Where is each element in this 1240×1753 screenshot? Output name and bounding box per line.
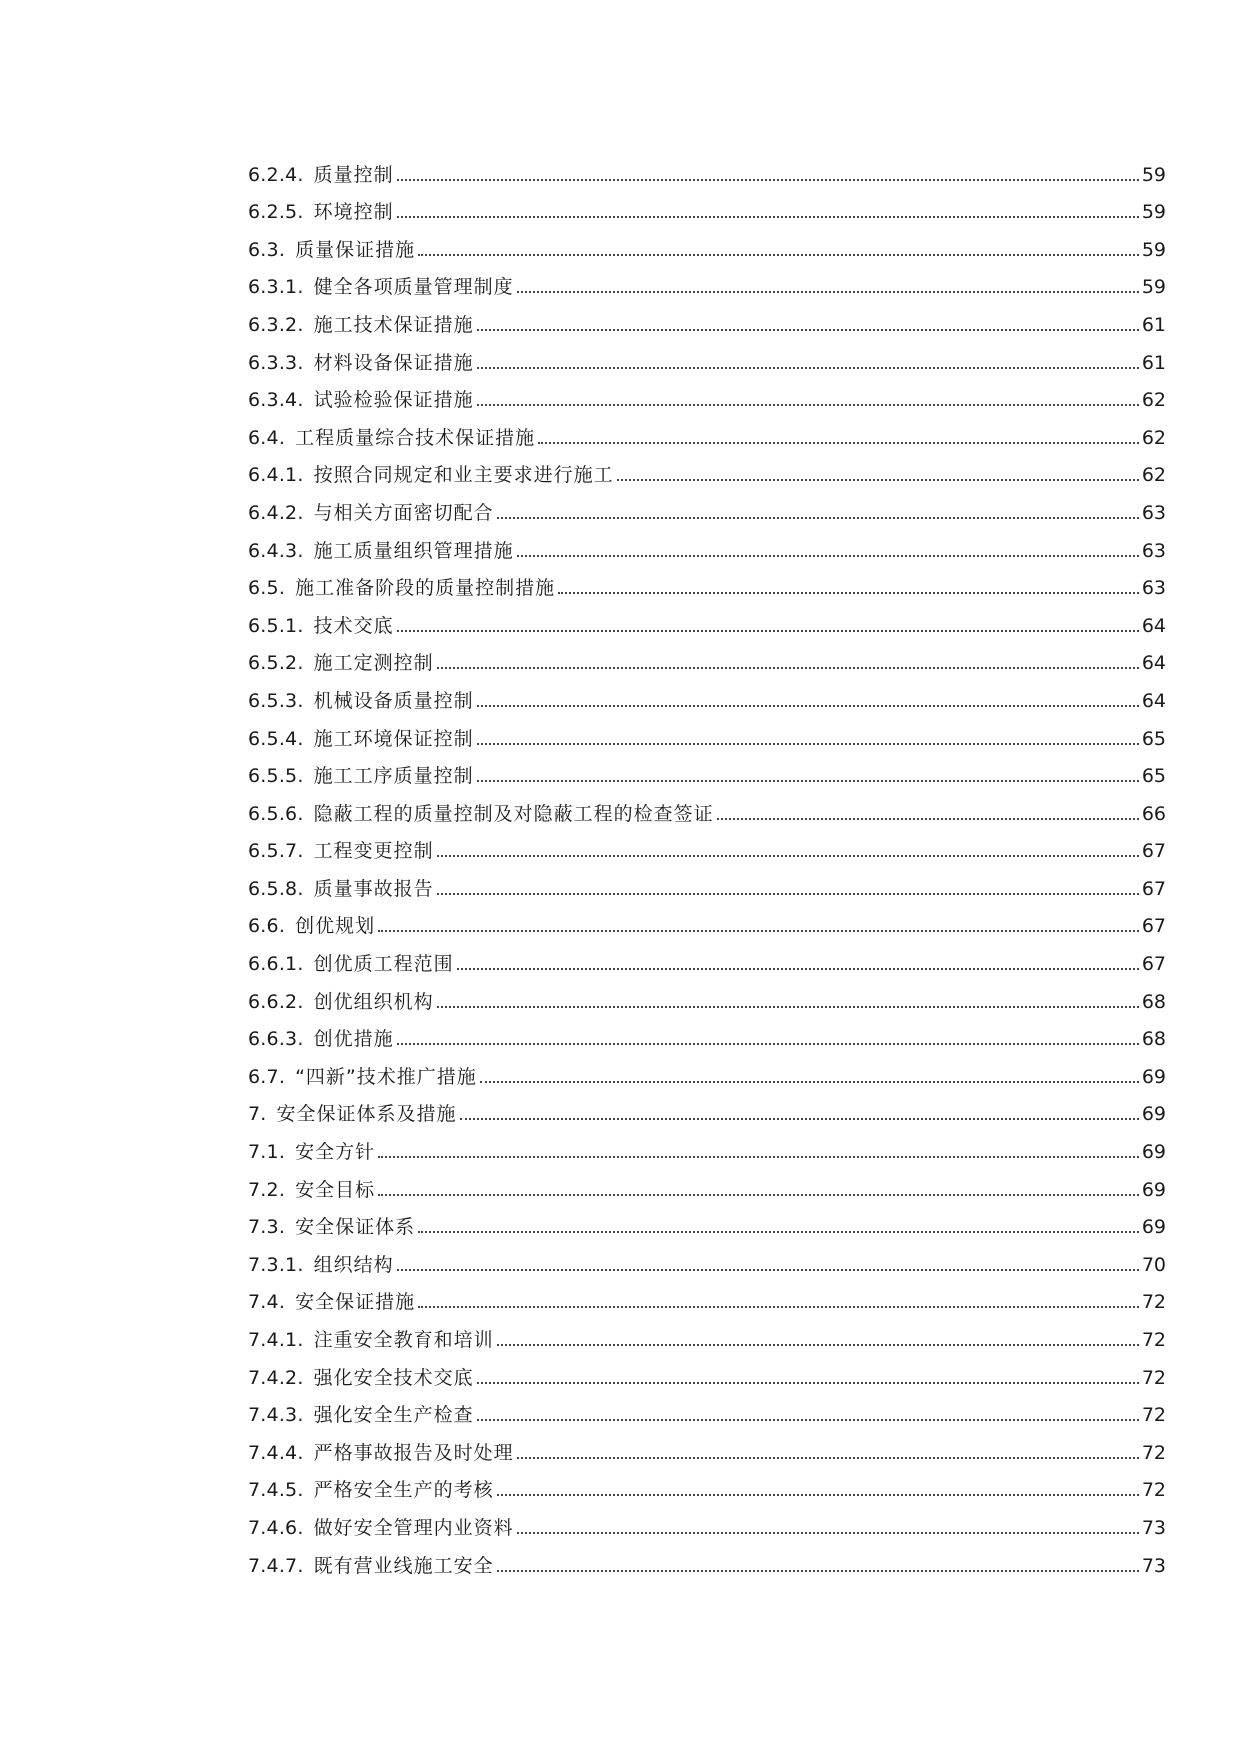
toc-entry-title: 施工技术保证措施 <box>313 313 474 336</box>
dot-leader <box>497 1570 1139 1572</box>
toc-entry-title: 质量控制 <box>313 163 394 186</box>
toc-entry-page-number: 69 <box>1141 1103 1166 1126</box>
toc-entry-page-number: 67 <box>1141 840 1166 863</box>
toc-entry-number: 6.7. <box>248 1065 286 1088</box>
toc-entry-number: 6.5.8. <box>248 877 304 900</box>
toc-entry-number: 7.4.1. <box>248 1329 304 1351</box>
toc-entry-title: 与相关方面密切配合 <box>313 501 494 524</box>
toc-entry-title: 组织结构 <box>313 1253 394 1276</box>
toc-entry-title: 质量事故报告 <box>313 877 434 900</box>
toc-entry-page-number: 66 <box>1141 802 1166 825</box>
toc-entry-number: 6.2.4. <box>248 163 304 186</box>
toc-entry-page-number: 63 <box>1141 501 1166 524</box>
toc-entry[interactable] <box>248 751 1166 789</box>
toc-entry-title: 安全方针 <box>295 1141 376 1164</box>
toc-entry-number: 7.4. <box>248 1291 286 1314</box>
toc-entry-page-number: 62 <box>1141 389 1166 412</box>
dot-leader <box>477 705 1139 707</box>
toc-entry-title: 技术交底 <box>313 614 394 637</box>
toc-entry-page-number: 72 <box>1141 1479 1166 1502</box>
toc-entry-title: 强化安全技术交底 <box>313 1366 474 1389</box>
toc-entry[interactable] <box>248 262 1166 300</box>
dot-leader <box>477 1419 1139 1421</box>
toc-entry[interactable] <box>248 863 1166 901</box>
dot-leader <box>497 1344 1139 1346</box>
toc-entry-number: 7.2. <box>248 1178 286 1201</box>
dot-leader <box>517 291 1139 293</box>
toc-entry-page-number: 64 <box>1141 652 1166 675</box>
toc-entry-title: 创优质工程范围 <box>313 953 454 976</box>
toc-entry-number: 6.3.2. <box>248 313 304 336</box>
toc-entry-page-number: 72 <box>1141 1329 1166 1351</box>
toc-entry[interactable] <box>248 1465 1166 1503</box>
dot-leader <box>517 1457 1139 1459</box>
toc-entry-page-number: 70 <box>1141 1253 1166 1276</box>
dot-leader <box>437 893 1139 895</box>
toc-entry[interactable] <box>248 1314 1166 1352</box>
toc-entry[interactable] <box>248 1502 1166 1540</box>
toc-entry[interactable] <box>248 1277 1166 1315</box>
toc-entry-number: 6.5.3. <box>248 689 304 712</box>
toc-entry-title: 施工工序质量控制 <box>313 765 474 788</box>
toc-entry-page-number: 62 <box>1141 426 1166 449</box>
toc-entry[interactable] <box>248 299 1166 337</box>
dot-leader <box>437 667 1139 669</box>
toc-entry-title: 创优规划 <box>295 915 376 938</box>
toc-entry[interactable] <box>248 1390 1166 1428</box>
toc-entry-page-number: 72 <box>1141 1366 1166 1389</box>
toc-entry-page-number: 59 <box>1141 163 1166 186</box>
toc-entry[interactable] <box>248 938 1166 976</box>
dot-leader <box>397 179 1139 181</box>
toc-entry-number: 6.5.5. <box>248 765 304 788</box>
dot-leader <box>397 216 1139 218</box>
toc-entry-number: 7.4.4. <box>248 1441 304 1464</box>
toc-entry[interactable] <box>248 1427 1166 1465</box>
toc-entry[interactable] <box>248 976 1166 1014</box>
toc-entry[interactable] <box>248 638 1166 676</box>
toc-entry-number: 6.5.1. <box>248 614 304 637</box>
toc-entry[interactable] <box>248 450 1166 488</box>
toc-entry-number: 6.5.7. <box>248 840 304 863</box>
table-of-contents <box>248 149 1166 1578</box>
toc-entry-number: 6.5. <box>248 577 286 600</box>
toc-entry-number: 7. <box>248 1103 267 1126</box>
dot-leader <box>497 517 1139 519</box>
toc-entry-page-number: 67 <box>1141 953 1166 976</box>
toc-entry-number: 6.6.1. <box>248 953 304 976</box>
dot-leader <box>397 1269 1139 1271</box>
toc-entry-page-number: 72 <box>1141 1441 1166 1464</box>
toc-entry[interactable] <box>248 1202 1166 1240</box>
dot-leader <box>437 1006 1139 1008</box>
toc-entry[interactable] <box>248 375 1166 413</box>
toc-entry-page-number: 61 <box>1141 351 1166 374</box>
toc-entry-number: 6.3.4. <box>248 389 304 412</box>
dot-leader <box>477 404 1139 406</box>
toc-entry-title: 环境控制 <box>313 201 394 224</box>
toc-entry-number: 6.2.5. <box>248 201 304 224</box>
dot-leader <box>378 1156 1139 1158</box>
dot-leader <box>418 1231 1139 1233</box>
toc-entry[interactable] <box>248 713 1166 751</box>
toc-entry-title: 安全保证体系 <box>295 1216 416 1239</box>
toc-entry[interactable] <box>248 224 1166 262</box>
toc-entry-page-number: 68 <box>1141 1028 1166 1051</box>
toc-entry-number: 7.4.2. <box>248 1366 304 1389</box>
toc-entry-page-number: 67 <box>1141 915 1166 938</box>
toc-entry-number: 6.4.3. <box>248 539 304 562</box>
dot-leader <box>477 1382 1139 1384</box>
toc-entry-title: 严格事故报告及时处理 <box>313 1441 514 1464</box>
toc-entry[interactable] <box>248 563 1166 601</box>
toc-entry-page-number: 73 <box>1141 1516 1166 1539</box>
toc-entry-title: 注重安全教育和培训 <box>313 1329 494 1351</box>
dot-leader <box>397 1043 1139 1045</box>
toc-entry-number: 7.4.7. <box>248 1554 304 1577</box>
dot-leader <box>418 1306 1139 1308</box>
dot-leader <box>558 592 1139 594</box>
dot-leader <box>477 367 1139 369</box>
toc-entry-page-number: 72 <box>1141 1291 1166 1314</box>
toc-entry-number: 7.4.3. <box>248 1404 304 1427</box>
toc-entry-number: 6.6.3. <box>248 1028 304 1051</box>
toc-entry-page-number: 69 <box>1141 1178 1166 1201</box>
toc-entry-title: 工程变更控制 <box>313 840 434 863</box>
toc-entry-title: 施工环境保证控制 <box>313 727 474 750</box>
dot-leader <box>378 930 1139 932</box>
dot-leader <box>538 442 1139 444</box>
toc-entry[interactable] <box>248 1089 1166 1127</box>
toc-entry-title: 创优措施 <box>313 1028 394 1051</box>
dot-leader <box>477 329 1139 331</box>
toc-entry-title: 做好安全管理内业资料 <box>313 1516 514 1539</box>
dot-leader <box>418 254 1139 256</box>
toc-entry-number: 6.4.1. <box>248 464 304 487</box>
toc-entry[interactable] <box>248 901 1166 939</box>
toc-entry[interactable] <box>248 826 1166 864</box>
toc-entry-page-number: 69 <box>1141 1065 1166 1088</box>
toc-entry-number: 7.3. <box>248 1216 286 1239</box>
toc-entry-page-number: 65 <box>1141 727 1166 750</box>
dot-leader <box>457 968 1139 970</box>
toc-entry-title: 材料设备保证措施 <box>313 351 474 374</box>
toc-entry-title: 严格安全生产的考核 <box>313 1479 494 1502</box>
toc-entry-title: 施工质量组织管理措施 <box>313 539 514 562</box>
toc-entry-title: 机械设备质量控制 <box>313 689 474 712</box>
toc-entry-title: 施工定测控制 <box>313 652 434 675</box>
toc-entry[interactable] <box>248 1126 1166 1164</box>
toc-entry-number: 6.3. <box>248 238 286 261</box>
dot-leader <box>517 555 1139 557</box>
toc-entry[interactable] <box>248 412 1166 450</box>
toc-entry[interactable] <box>248 187 1166 225</box>
toc-entry-title: 创优组织机构 <box>313 990 434 1013</box>
dot-leader <box>480 1081 1139 1083</box>
toc-entry-title: 强化安全生产检查 <box>313 1404 474 1427</box>
toc-entry[interactable] <box>248 487 1166 525</box>
dot-leader <box>477 780 1139 782</box>
toc-entry-title: 隐蔽工程的质量控制及对隐蔽工程的检查签证 <box>313 802 714 825</box>
toc-entry-page-number: 69 <box>1141 1216 1166 1239</box>
toc-entry-number: 6.6. <box>248 915 286 938</box>
toc-entry-number: 6.5.6. <box>248 802 304 825</box>
toc-entry-title: 试验检验保证措施 <box>313 389 474 412</box>
toc-entry-title: 安全保证措施 <box>295 1291 416 1314</box>
dot-leader <box>460 1118 1139 1120</box>
toc-entry-number: 7.3.1. <box>248 1253 304 1276</box>
toc-entry-page-number: 63 <box>1141 577 1166 600</box>
toc-entry-page-number: 59 <box>1141 238 1166 261</box>
toc-entry[interactable] <box>248 1352 1166 1390</box>
toc-entry[interactable] <box>248 149 1166 187</box>
toc-entry-number: 6.4. <box>248 426 286 449</box>
toc-entry-number: 6.3.1. <box>248 276 304 299</box>
toc-entry[interactable] <box>248 1239 1166 1277</box>
toc-entry-page-number: 62 <box>1141 464 1166 487</box>
toc-entry-title: 工程质量综合技术保证措施 <box>295 426 536 449</box>
toc-entry[interactable] <box>248 1164 1166 1202</box>
dot-leader <box>497 1494 1139 1496</box>
dot-leader <box>517 1532 1139 1534</box>
dot-leader <box>378 1194 1139 1196</box>
toc-entry[interactable] <box>248 1051 1166 1089</box>
toc-entry-page-number: 67 <box>1141 877 1166 900</box>
toc-entry-number: 7.4.5. <box>248 1479 304 1502</box>
toc-entry[interactable] <box>248 1014 1166 1052</box>
toc-entry-page-number: 59 <box>1141 276 1166 299</box>
dot-leader <box>477 743 1139 745</box>
toc-entry-title: 质量保证措施 <box>295 238 416 261</box>
toc-entry-page-number: 69 <box>1141 1141 1166 1164</box>
dot-leader <box>437 855 1139 857</box>
toc-entry-number: 6.4.2. <box>248 501 304 524</box>
toc-entry-page-number: 64 <box>1141 689 1166 712</box>
toc-entry-number: 6.6.2. <box>248 990 304 1013</box>
toc-entry-number: 6.5.4. <box>248 727 304 750</box>
toc-entry-page-number: 68 <box>1141 990 1166 1013</box>
toc-entry-page-number: 65 <box>1141 765 1166 788</box>
toc-entry-page-number: 63 <box>1141 539 1166 562</box>
toc-entry[interactable] <box>248 337 1166 375</box>
toc-entry-page-number: 64 <box>1141 614 1166 637</box>
toc-entry-page-number: 59 <box>1141 201 1166 224</box>
toc-entry[interactable] <box>248 525 1166 563</box>
toc-entry-number: 6.3.3. <box>248 351 304 374</box>
toc-entry-title: 施工准备阶段的质量控制措施 <box>295 577 556 600</box>
toc-entry-number: 7.1. <box>248 1141 286 1164</box>
toc-entry-title: “四新”技术推广措施 <box>295 1065 477 1088</box>
toc-entry-page-number: 61 <box>1141 313 1166 336</box>
toc-entry-title: 既有营业线施工安全 <box>313 1554 494 1577</box>
toc-entry[interactable] <box>248 600 1166 638</box>
toc-entry[interactable] <box>248 788 1166 826</box>
dot-leader <box>617 479 1139 481</box>
toc-entry-number: 6.5.2. <box>248 652 304 675</box>
toc-entry-title: 安全保证体系及措施 <box>276 1103 457 1126</box>
toc-entry[interactable] <box>248 1540 1166 1578</box>
dot-leader <box>397 630 1139 632</box>
toc-entry-title: 按照合同规定和业主要求进行施工 <box>313 464 614 487</box>
toc-entry-number: 7.4.6. <box>248 1516 304 1539</box>
toc-entry-title: 健全各项质量管理制度 <box>313 276 514 299</box>
toc-entry-page-number: 73 <box>1141 1554 1166 1577</box>
dot-leader <box>717 818 1139 820</box>
toc-entry-title: 安全目标 <box>295 1178 376 1201</box>
toc-entry-page-number: 72 <box>1141 1404 1166 1427</box>
toc-entry[interactable] <box>248 675 1166 713</box>
